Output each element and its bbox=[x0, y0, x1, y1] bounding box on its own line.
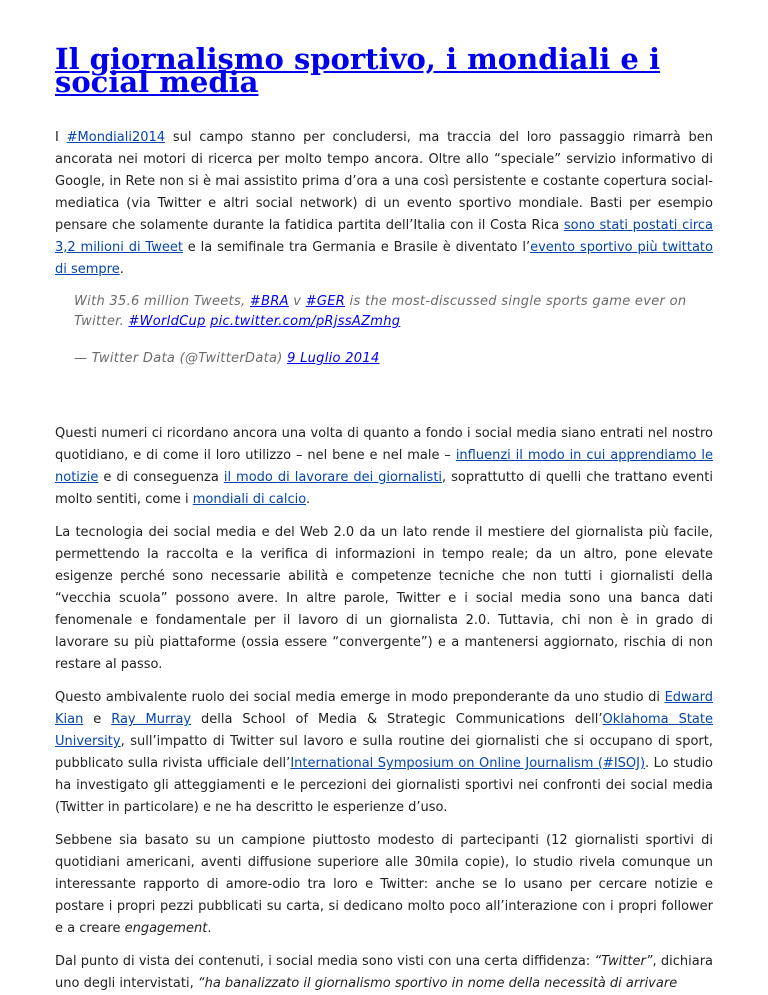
text: . bbox=[306, 492, 311, 507]
text: , sull’impatto di Twitter sul lavoro e sulla routine dei giornalisti che si occupano di sport, pubblicato sulla rivista ufficiale dell’ bbox=[55, 734, 713, 771]
tweet-pic-link[interactable]: pic.twitter.com/pRjssAZmhg bbox=[210, 314, 401, 329]
emphasis: engagement bbox=[124, 921, 208, 936]
hashtag-ger[interactable]: #GER bbox=[305, 294, 346, 309]
emphasis: “ha banalizzato il giornalismo sportivo in nome della necessità di arrivare bbox=[197, 976, 678, 991]
link-journalists-work[interactable]: il modo di lavorare dei giornalisti bbox=[223, 470, 443, 485]
tweet-author: — Twitter Data (@TwitterData) bbox=[74, 351, 288, 366]
link-oklahoma-state[interactable]: Oklahoma State University bbox=[55, 712, 713, 749]
embedded-tweet bbox=[74, 292, 714, 369]
link-mondiali2014[interactable]: #Mondiali2014 bbox=[66, 130, 166, 145]
link-edward-kian[interactable]: Edward Kian bbox=[55, 690, 713, 727]
hashtag-bra[interactable]: #BRA bbox=[249, 294, 289, 309]
text: e la semifinale tra Germania e Brasile è diventato l’ bbox=[182, 240, 531, 255]
emphasis: “Twitter” bbox=[594, 954, 653, 969]
text: , dichiara uno degli intervistati, bbox=[55, 954, 714, 991]
text: . bbox=[207, 921, 212, 936]
tweet-text: is the most-discussed single sports game ever on Twitter. bbox=[74, 294, 687, 329]
paragraph-content bbox=[55, 951, 713, 995]
paragraph-technology: La tecnologia dei social media e del Web 2.0 da un lato rende il mestiere del giornalista più facile, permettendo la raccolta e la verifica di informazioni in tempo reale; da un altro, pone elevate esigenze perché sono necessarie abilità e competenze tecniche che non tutti i giornalisti della “vecchia scuola” possono avere. In altre parole, Twitter e i social media sono una banca dati fenomenale e fondamentale per il lavoro di un giornalista 2.0. Tuttavia, chi non è in grado di lavorare su più piattaforme (ossia essere “convergente”) e a mantenersi aggiornato, rischia di non restare al passo. bbox=[55, 525, 713, 672]
tweet-text: v bbox=[288, 294, 306, 309]
link-tweet-count[interactable]: sono stati postati circa 3,2 milioni di Tweet bbox=[55, 218, 713, 255]
text: Dal punto di vista dei contenuti, i social media sono visti con una certa diffidenza: bbox=[55, 954, 595, 969]
text: I bbox=[55, 130, 67, 145]
hashtag-worldcup[interactable]: #WorldCup bbox=[128, 314, 206, 329]
text: della School of Media & Strategic Communications dell’ bbox=[191, 712, 603, 727]
text: Questi numeri ci ricordano ancora una volta di quanto a fondo i social media siano entrati nel nostro quotidiano, e di come il loro utilizzo – nel bene e nel male – bbox=[55, 426, 713, 463]
paragraph-study bbox=[55, 687, 713, 819]
text: . bbox=[119, 262, 124, 277]
paragraph-numbers bbox=[55, 423, 713, 511]
text: e di conseguenza bbox=[98, 470, 224, 485]
tweet-text: With 35.6 million Tweets, bbox=[74, 294, 250, 309]
tweet-attribution bbox=[74, 349, 714, 369]
paragraph-sample bbox=[55, 830, 713, 940]
article bbox=[55, 0, 713, 995]
link-world-cup[interactable]: mondiali di calcio bbox=[192, 492, 306, 507]
link-isoj[interactable]: International Symposium on Online Journalism (#ISOJ) bbox=[290, 756, 646, 771]
text: e bbox=[83, 712, 112, 727]
tweet-date-link[interactable]: 9 Luglio 2014 bbox=[287, 351, 380, 366]
paragraph-intro bbox=[55, 127, 713, 281]
link-news-learning[interactable]: influenzi il modo in cui apprendiamo le notizie bbox=[55, 448, 713, 485]
link-ray-murray[interactable]: Ray Murray bbox=[111, 712, 192, 727]
text: Questo ambivalente ruolo dei social media emerge in modo preponderante da uno studio di bbox=[55, 690, 665, 705]
text: Sebbene sia basato su un campione piuttosto modesto di partecipanti (12 giornalisti sportivi di quotidiani americani, aventi diffusione superiore alle 30mila copie), lo studio rivela comunque un interessante rapporto di amore-odio tra loro e Twitter: anche se lo usano per cercare notizie e postare i propri pezzi pubblicati su carta, si dedicano molto poco all’interazione con i propri follower e a creare bbox=[55, 833, 713, 936]
text: , soprattutto di quelli che trattano eventi molto sentiti, come i bbox=[55, 470, 713, 507]
title-link[interactable]: Il giornalismo sportivo, i mondiali e i social media bbox=[55, 42, 660, 99]
text: sul campo stanno per concludersi, ma traccia del loro passaggio rimarrà ben ancorata nei motori di ricerca per molto tempo ancora. Oltre allo “speciale” servizio informativo di Google, in Rete non si è mai assistito prima d’ora a una così persistente e costante copertura social-mediatica (via Twitter e altri social network) di un evento sportivo mondiale. Basti per esempio pensare che solamente durante la fatidica partita dell’Italia con il Costa Rica bbox=[55, 130, 714, 233]
link-most-tweeted[interactable]: evento sportivo più twittato di sempre bbox=[55, 240, 713, 277]
article-title bbox=[55, 42, 713, 99]
text: . Lo studio ha investigato gli atteggiamenti e le percezioni dei giornalisti sportivi nei confronti dei social media (Twitter in particolare) e ne ha descritto le esperienze d’uso. bbox=[55, 756, 714, 815]
